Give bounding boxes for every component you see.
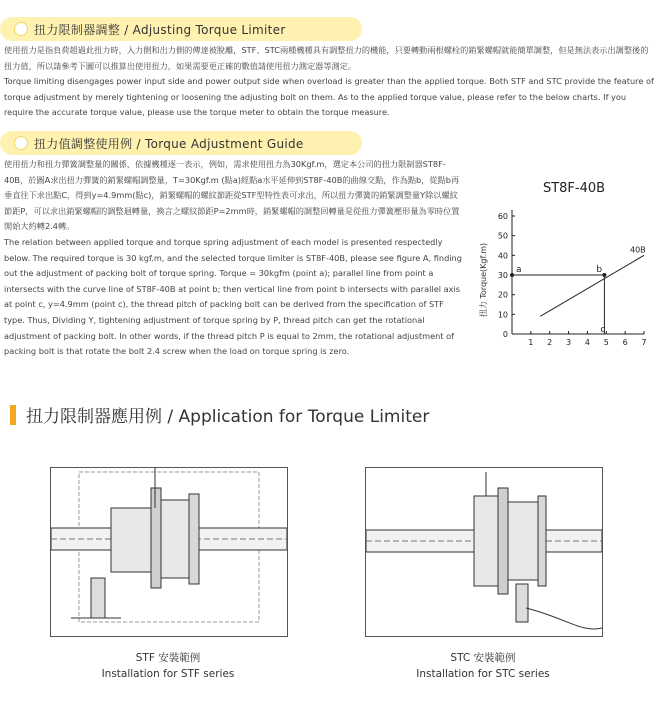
paragraph-en: The relation between applied torque and torque spring adjustment of each model is presented respectedly below. The required torque is 30 kgf.m, and the selected torque limiter is ST8F-40B, please see figure A, finding out the adjustment of packing bolt of torque spring. Torque = 30kgfm (point a); parallel line from point a intersects with the curve line of ST8F-40B at point b; then vertical line from point b intersects with parallel axis at point c, y=4.9mm (point c), the thread pitch of packing bolt can be derived from the specification of STF type. Thus, Dividing Y, tightening adjustment of torque spring by P, thread pitch can get the rotational adjustment of packing bolt. In other words, if the thread pitch P is equal to 2mm, the rotational adjustment of packing bolt is that rotate the bolt 2.4 screw when the load on torque spring is zero.	[4, 236, 462, 357]
point-a	[510, 273, 514, 277]
x-tick-label: 4	[584, 338, 590, 347]
section-heading-guide	[0, 131, 362, 155]
x-tick-label: 3	[566, 338, 572, 347]
stc-caption-zh: STC 安裝範例	[450, 652, 516, 664]
paragraph-zh: 使用扭力是指負荷超過此扭力時，入力側和出力側的傳達被脫離，STF、STC兩種機種具有調整扭力的機能，只要轉動兩根螺栓的銷緊螺帽就能簡單調整，但是無法表示出調整後的扭力值，所以請參考下圖可以推算出使用扭力，如果需要更正確的數值請使用扭力測定器等測定。	[4, 45, 649, 71]
stf-caption-en: Installation for STF series	[101, 668, 235, 680]
application-heading	[10, 402, 429, 427]
y-tick-label: 20	[497, 290, 508, 300]
stf-drawing	[51, 468, 287, 636]
point-a-label: a	[516, 265, 522, 275]
y-tick-label: 10	[497, 310, 508, 320]
y-axis-label: 扭力 Torque(Kgf.m)	[479, 242, 488, 318]
y-tick-label: 50	[497, 231, 508, 241]
y-tick-label: 60	[497, 212, 508, 221]
application-title: 扭力限制器應用例 / Application for Torque Limiter	[26, 407, 430, 427]
y-tick-label: 30	[497, 271, 508, 280]
series-line-40b	[540, 255, 644, 316]
section-heading-adjusting	[0, 17, 362, 41]
section-title: 扭力值調整使用例 / Torque Adjustment Guide	[34, 136, 304, 151]
bullet-icon	[14, 22, 28, 36]
y-tick-label: 40	[497, 251, 508, 261]
bullet-icon	[14, 136, 28, 150]
adjusting-paragraph	[4, 43, 656, 121]
x-tick-label: 7	[641, 338, 647, 347]
paragraph-en: Torque limiting disengages power input side and power output side when overload is greater than the applied torque. Both STF and STC provide the feature of torque adjustment by merely tightening or loosening the adjusting bolt on them. As to the applied torque value, please refer to the below charts. If you require the accurate torque value, please use the torque meter to obtain the torque measure.	[4, 76, 654, 118]
guide-paragraph	[4, 157, 464, 360]
stf-installation-figure	[50, 467, 288, 637]
x-tick-label: 2	[547, 338, 553, 347]
stf-caption	[50, 650, 286, 682]
point-b-label: b	[596, 265, 603, 275]
accent-bar	[10, 405, 16, 425]
x-tick-label: 6	[622, 338, 628, 347]
section-title: 扭力限制器調整 / Adjusting Torque Limiter	[34, 22, 286, 37]
origin-label: 0	[502, 330, 508, 339]
stc-installation-figure	[365, 467, 603, 637]
point-c-label: c	[600, 325, 606, 335]
stc-drawing	[366, 468, 602, 636]
chart-title: ST8F-40B	[542, 181, 606, 196]
stc-caption	[365, 650, 601, 682]
point-b	[602, 273, 606, 277]
x-tick-label: 1	[528, 338, 534, 347]
paragraph-zh: 使用扭力和扭力彈簧調整量的關係，依據機種逐一表示，例如，需求使用扭力為30Kgf.m，選定本公司的扭力限制器ST8F-40B，於圖A求出扭力彈簧的銷緊螺帽調整量，T=30Kgf.m (點a)經點a水平延伸到ST8F-40B的曲線交點，作為點b，從點b再垂直往下求出點C，得到y=4.9mm(點c)，銷緊螺帽的螺紋節距從STF型特性表可求出，所以扭力彈簧的銷緊調整量Y除以螺紋節距P，可以求出銷緊螺帽的調整迴轉量，換言之螺紋節距P=2mm時，銷緊螺帽的調整回轉量是從扭力彈簧壓形量為零時位置開始大約轉2.4轉。	[4, 159, 460, 232]
torque-chart	[472, 172, 652, 372]
stc-caption-en: Installation for STC series	[416, 668, 550, 680]
x-tick-label: 5	[603, 338, 609, 347]
stf-caption-zh: STF 安裝範例	[135, 652, 201, 664]
series-label: 40B	[630, 245, 646, 255]
